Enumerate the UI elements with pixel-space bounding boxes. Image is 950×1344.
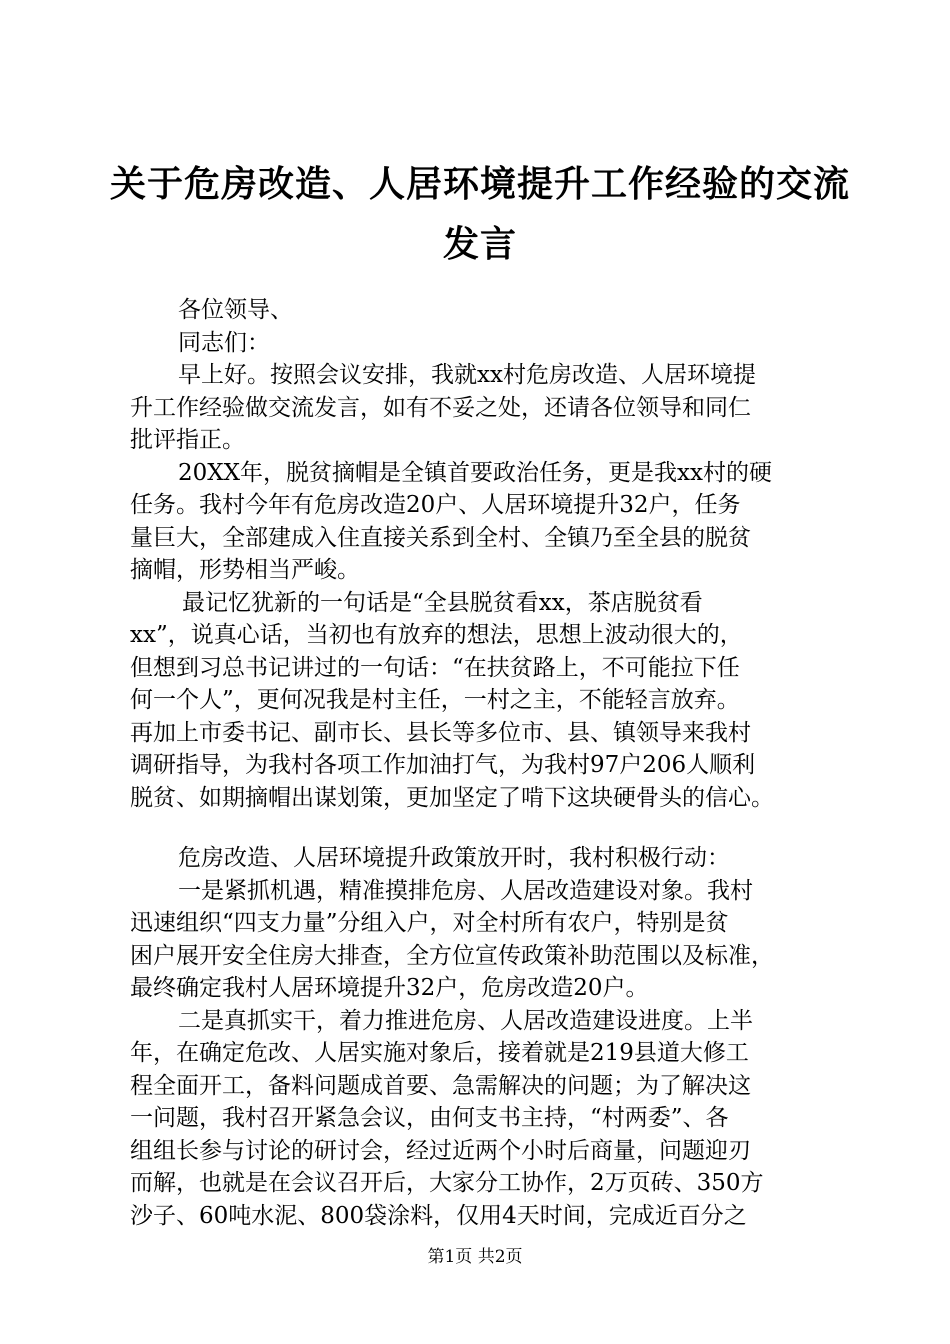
paragraph-line: 程全面开工，备料问题成首要、急需解决的问题；为了解决这: [130, 1072, 751, 1099]
blank-line: [130, 814, 850, 842]
paragraph-line: 早上好。按照会议安排，我就xx村危房改造、人居环境提: [178, 362, 756, 388]
paragraph-line: 困户展开安全住房大排查，全方位宣传政策补助范围以及标准，: [130, 942, 774, 969]
paragraph-line: 升工作经验做交流发言，如有不妥之处，还请各位领导和同仁: [130, 394, 751, 421]
paragraph-line: 二是真抓实干，着力推进危房、人居改造建设进度。上半: [178, 1007, 753, 1034]
paragraph-line: 而解，也就是在会议召开后，大家分工协作，2万页砖、350方: [130, 1170, 764, 1196]
document-title-line-1: 关于危房改造、人居环境提升工作经验的交流: [110, 164, 851, 205]
paragraph-line: 任务。我村今年有危房改造20户、人居环境提升32户，任务: [130, 492, 741, 518]
paragraph-line: 一是紧抓机遇，精准摸排危房、人居改造建设对象。我村: [178, 877, 753, 904]
paragraph-line: 调研指导，为我村各项工作加油打气，为我村97户206人顺利: [130, 752, 756, 778]
paragraph-line: 年，在确定危改、人居实施对象后，接着就是219县道大修工: [130, 1040, 749, 1066]
salutation-line: 各位领导、: [178, 297, 293, 323]
document-body: [130, 294, 850, 1232]
paragraph-line: 一问题，我村召开紧急会议，由何支书主持，“村两委”、各: [130, 1105, 729, 1131]
paragraph-line: 沙子、60吨水泥、800袋涂料，仅用4天时间，完成近百分之: [130, 1202, 747, 1229]
paragraph-line: 组组长参与讨论的研讨会，经过近两个小时后商量，问题迎刃: [130, 1137, 751, 1164]
paragraph-line: 脱贫、如期摘帽出谋划策，更加坚定了啃下这块硬骨头的信心。: [130, 784, 774, 811]
paragraph-line: 何一个人”，更何况我是村主任，一村之主，不能轻言放弃。: [130, 687, 740, 713]
paragraph-line: 摘帽，形势相当严峻。: [130, 557, 360, 583]
paragraph-line: 迅速组织“四支力量”分组入户，对全村所有农户，特别是贫: [130, 910, 729, 936]
paragraph-line: xx”，说真心话，当初也有放弃的想法，思想上波动很大的，: [130, 622, 743, 648]
salutation-line: 同志们：: [178, 329, 270, 356]
paragraph-line: 再加上市委书记、副市长、县长等多位市、县、镇领导来我村: [130, 719, 751, 746]
paragraph-line: 危房改造、人居环境提升政策放开时，我村积极行动：: [178, 845, 730, 871]
paragraph-line: 但想到习总书记讲过的一句话：“在扶贫路上，不可能拉下任: [130, 654, 740, 681]
paragraph-line: 最记忆犹新的一句话是“全县脱贫看xx，茶店脱贫看: [182, 589, 703, 616]
paragraph-line: 批评指正。: [130, 427, 245, 453]
page-footer: 第1页 共2页: [427, 1247, 523, 1267]
paragraph-line: 最终确定我村人居环境提升32户，危房改造20户。: [130, 975, 649, 1001]
document-title-line-2: 发言: [442, 224, 517, 265]
paragraph-line: 量巨大，全部建成入住直接关系到全村、全镇乃至全县的脱贫: [130, 524, 751, 551]
paragraph-line: 20XX年，脱贫摘帽是全镇首要政治任务，更是我xx村的硬: [178, 459, 772, 486]
